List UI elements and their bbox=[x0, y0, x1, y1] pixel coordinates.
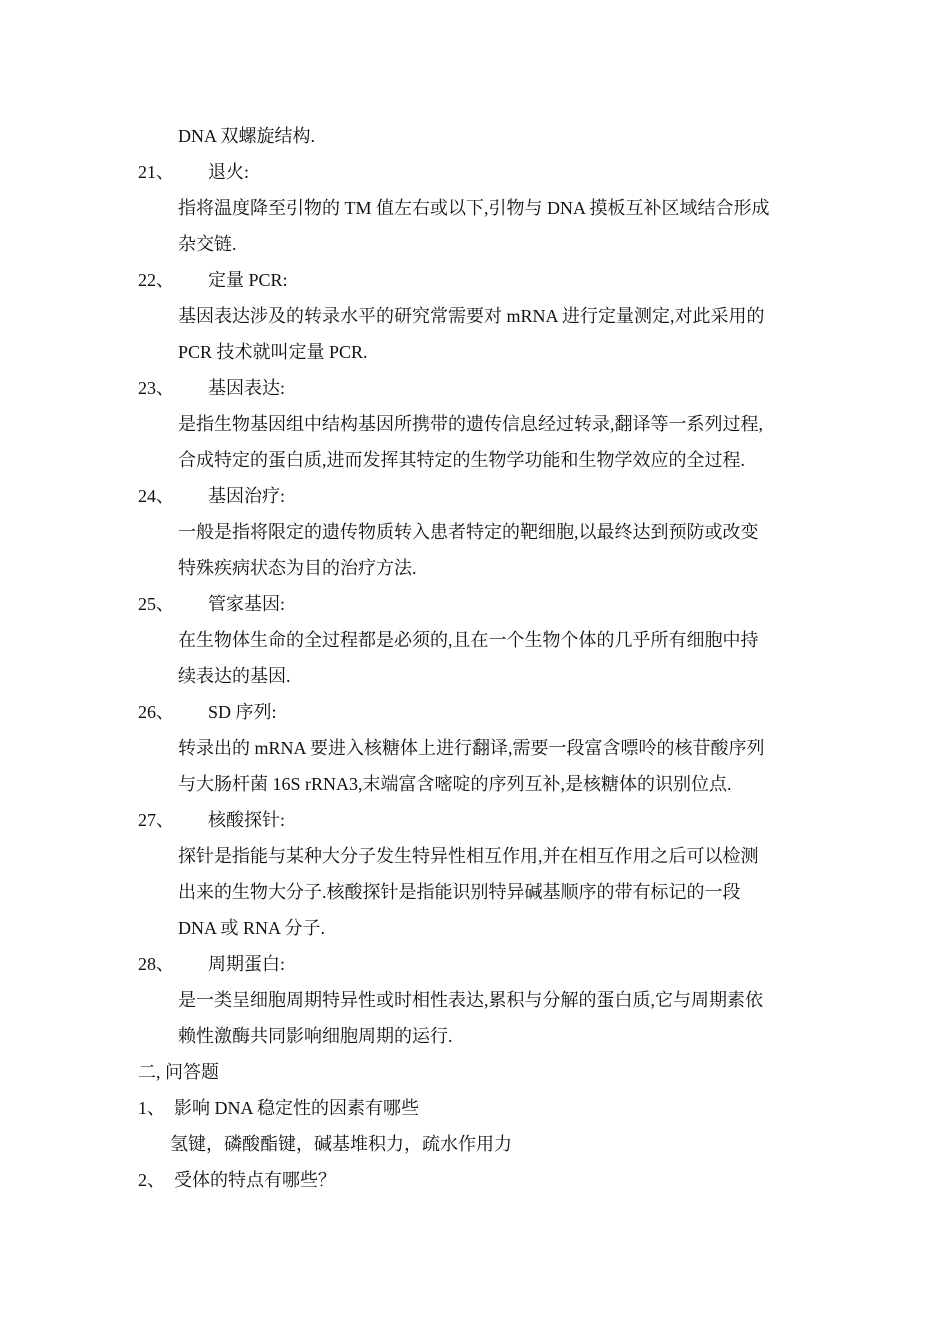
term-definition-line: 基因表达涉及的转录水平的研究常需要对 mRNA 进行定量测定,对此采用的 bbox=[178, 306, 765, 326]
term-definition-line: 出来的生物大分子.核酸探针是指能识别特异碱基顺序的带有标记的一段 bbox=[178, 882, 741, 902]
term-number: 23、 bbox=[138, 378, 174, 398]
term-definition-line: 特殊疾病状态为目的治疗方法. bbox=[178, 558, 417, 578]
term-definition-line: 是指生物基因组中结构基因所携带的遗传信息经过转录,翻译等一系列过程, bbox=[178, 414, 763, 434]
question-number: 1、 bbox=[138, 1098, 165, 1118]
term-definition-line: PCR 技术就叫定量 PCR. bbox=[178, 342, 368, 362]
term-definition-line: 一般是指将限定的遗传物质转入患者特定的靶细胞,以最终达到预防或改变 bbox=[178, 522, 759, 542]
term-number: 27、 bbox=[138, 810, 174, 830]
term-number: 21、 bbox=[138, 162, 174, 182]
term-title: 核酸探针: bbox=[208, 810, 286, 830]
lead-line: DNA 双螺旋结构. bbox=[178, 126, 316, 146]
question-text: 影响 DNA 稳定性的因素有哪些 bbox=[174, 1098, 420, 1118]
term-number: 28、 bbox=[138, 954, 174, 974]
section-title: 二, 问答题 bbox=[138, 1062, 219, 1082]
term-number: 26、 bbox=[138, 702, 174, 722]
term-definition-line: 指将温度降至引物的 TM 值左右或以下,引物与 DNA 摸板互补区域结合形成 bbox=[178, 198, 770, 218]
term-definition-line: 续表达的基因. bbox=[178, 666, 291, 686]
term-number: 24、 bbox=[138, 486, 174, 506]
question-answer: 氢键，磷酸酯键，碱基堆积力，疏水作用力 bbox=[170, 1134, 512, 1154]
term-definition-line: 与大肠杆菌 16S rRNA3,末端富含嘧啶的序列互补,是核糖体的识别位点. bbox=[178, 774, 732, 794]
term-title: 定量 PCR: bbox=[208, 270, 288, 290]
term-definition-line: 赖性激酶共同影响细胞周期的运行. bbox=[178, 1026, 453, 1046]
term-title: 管家基因: bbox=[208, 594, 286, 614]
term-definition-line: 在生物体生命的全过程都是必须的,且在一个生物个体的几乎所有细胞中持 bbox=[178, 630, 759, 650]
question-number: 2、 bbox=[138, 1170, 165, 1190]
term-definition-line: 是一类呈细胞周期特异性或时相性表达,累积与分解的蛋白质,它与周期素依 bbox=[178, 990, 763, 1010]
term-title: 周期蛋白: bbox=[208, 954, 286, 974]
term-number: 25、 bbox=[138, 594, 174, 614]
term-definition-line: 杂交链. bbox=[178, 234, 237, 254]
term-title: 基因治疗: bbox=[208, 486, 286, 506]
term-definition-line: 合成特定的蛋白质,进而发挥其特定的生物学功能和生物学效应的全过程. bbox=[178, 450, 745, 470]
term-title: SD 序列: bbox=[208, 702, 277, 722]
question-text: 受体的特点有哪些？ bbox=[174, 1170, 336, 1190]
term-definition-line: 探针是指能与某种大分子发生特异性相互作用,并在相互作用之后可以检测 bbox=[178, 846, 759, 866]
term-title: 退火: bbox=[208, 162, 250, 182]
term-definition-line: DNA 或 RNA 分子. bbox=[178, 918, 326, 938]
term-definition-line: 转录出的 mRNA 要进入核糖体上进行翻译,需要一段富含嘌呤的核苷酸序列 bbox=[178, 738, 765, 758]
term-title: 基因表达: bbox=[208, 378, 286, 398]
term-number: 22、 bbox=[138, 270, 174, 290]
